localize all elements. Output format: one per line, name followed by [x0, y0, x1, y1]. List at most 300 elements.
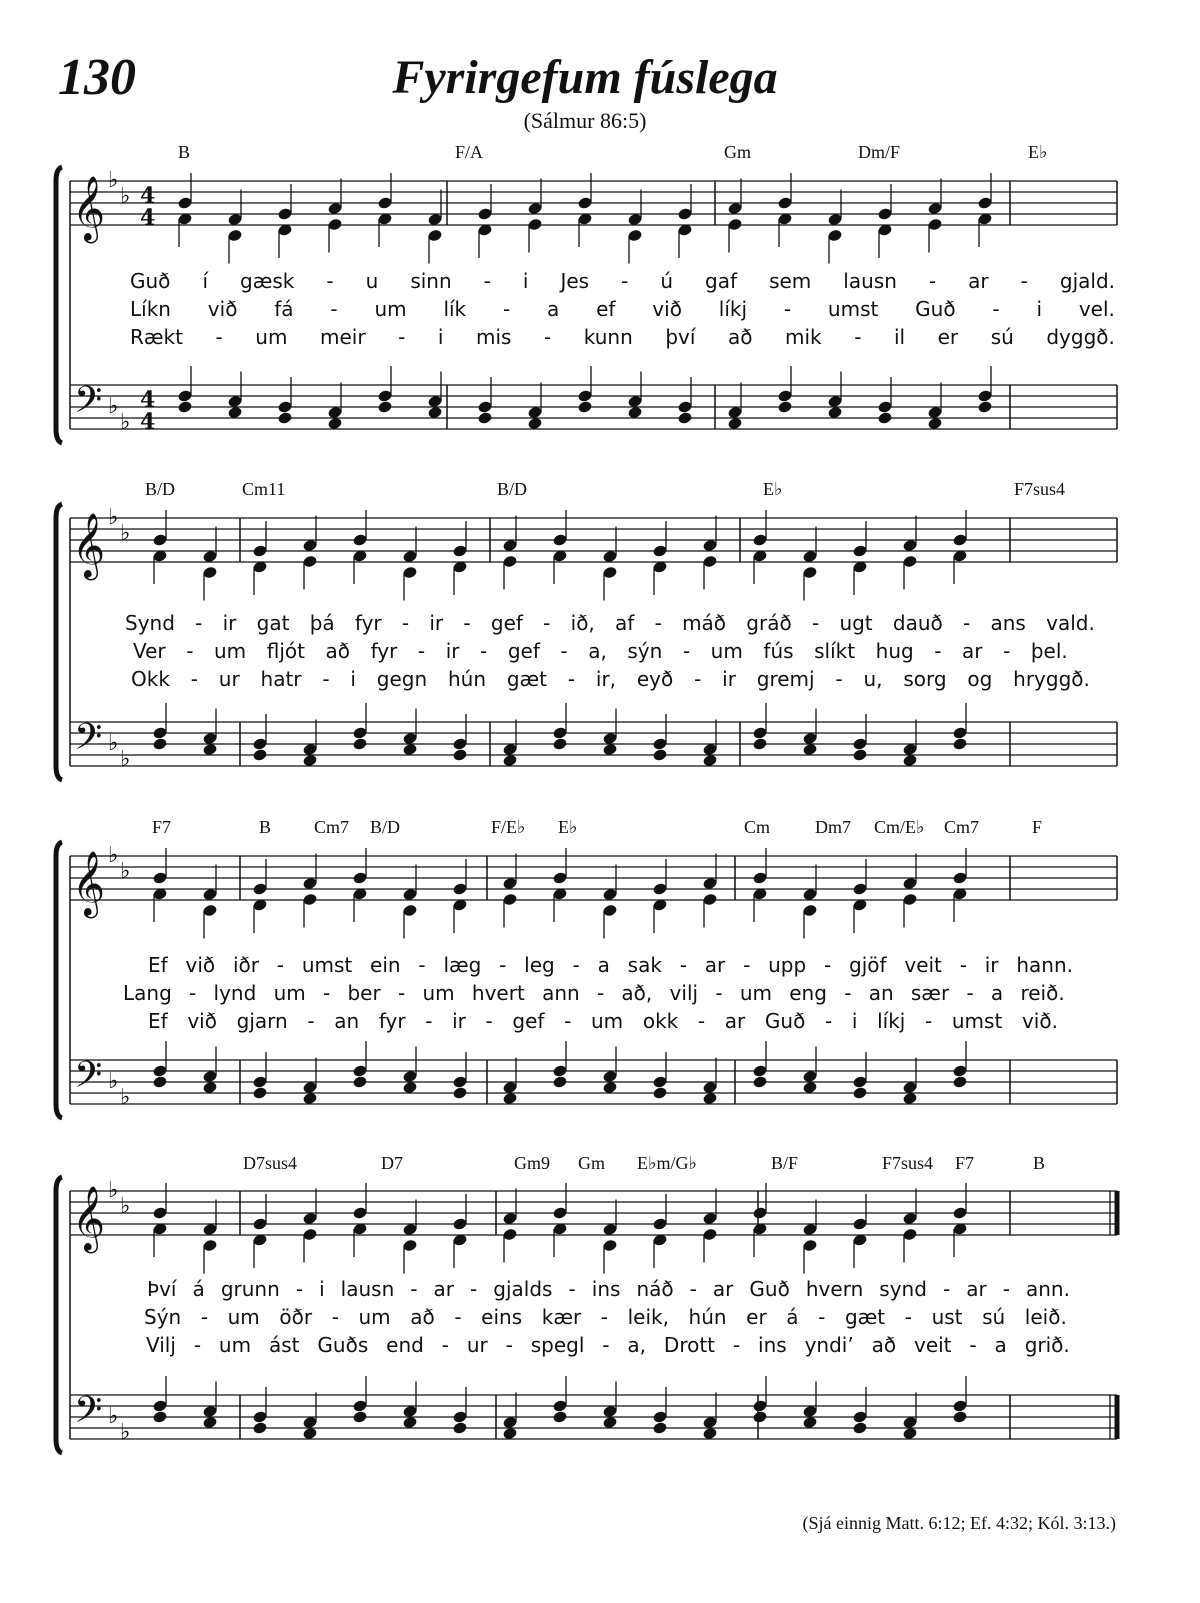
lyric-syllable: -: [600, 1305, 608, 1329]
lyric-syllable: slíkt: [814, 639, 856, 663]
lyric-syllable: að: [325, 639, 351, 663]
system-bracket: [56, 167, 62, 443]
bass-note-head: [552, 737, 568, 751]
lyric-syllable: u: [365, 269, 379, 293]
lyric-syllable: ins: [591, 1277, 621, 1301]
lyric-syllable: -: [689, 1277, 697, 1301]
chord-symbol: F/A: [455, 142, 484, 162]
lyric-syllable: -: [963, 611, 971, 635]
bass-note-head: [702, 1092, 718, 1106]
lyric-syllable: yndi’: [804, 1333, 854, 1357]
chord-symbol: Gm9: [514, 1153, 550, 1173]
bass-note-head: [502, 1092, 518, 1106]
lyric-syllable: um: [255, 325, 288, 349]
lyric-syllable: -: [499, 953, 507, 977]
lyric-syllable: gaf: [705, 269, 738, 293]
lyric-syllable: um: [710, 639, 743, 663]
lyric-syllable: -: [969, 1333, 977, 1357]
lyric-syllable: -: [811, 611, 820, 635]
bass-note-head: [227, 406, 243, 420]
lyric-syllable: -: [928, 269, 937, 293]
lyric-syllable: um: [227, 1305, 260, 1329]
flat-icon: ♭: [108, 731, 119, 756]
bass-note-head: [202, 743, 218, 757]
lyric-syllable: -: [602, 1333, 610, 1357]
bass-note-head: [952, 1075, 968, 1089]
hymn-subtitle: (Sálmur 86:5): [523, 108, 647, 133]
lyric-syllable: -: [560, 639, 568, 663]
lyric-syllable: -: [854, 325, 862, 349]
lyric-syllable: ann.: [1025, 1277, 1070, 1301]
bass-note-head: [452, 1421, 468, 1435]
flat-icon: ♭: [108, 394, 119, 419]
lyric-syllable: -: [732, 1333, 741, 1357]
bass-note-head: [377, 400, 393, 414]
lyric-syllable: um: [422, 981, 455, 1005]
lyric-syllable: -: [959, 953, 967, 977]
lyric-syllable: -: [186, 639, 194, 663]
time-signature: 4: [140, 205, 156, 231]
lyric-syllable: ein: [370, 953, 401, 977]
bass-note-head: [952, 737, 968, 751]
lyric-syllable: ir: [722, 667, 736, 691]
lyric-syllable: á: [192, 1277, 205, 1301]
lyric-syllable: i: [851, 1009, 858, 1033]
flat-icon: ♭: [120, 184, 131, 209]
lyric-syllable: veit: [904, 953, 942, 977]
chord-symbol: B: [178, 142, 191, 162]
flat-icon: ♭: [120, 1085, 131, 1110]
lyric-syllable: fús: [763, 639, 794, 663]
bass-note-head: [952, 1410, 968, 1424]
scripture-reference: (Sjá einnig Matt. 6:12; Ef. 4:32; Kól. 3:13.): [802, 1513, 1116, 1533]
lyric-syllable: sýn: [627, 639, 663, 663]
lyric-syllable: i: [1036, 297, 1043, 321]
lyric-syllable: -: [654, 611, 662, 635]
lyric-syllable: ugt: [839, 611, 873, 635]
bass-note-head: [152, 1075, 168, 1089]
flat-icon: ♭: [108, 1404, 119, 1429]
lyric-syllable: ú: [660, 269, 674, 293]
lyric-syllable: ins: [758, 1333, 787, 1357]
time-signature: 4: [140, 409, 156, 435]
lyric-syllable: þá: [309, 611, 335, 635]
lyric-syllable: sorg: [903, 667, 947, 691]
lyric-syllable: a,: [627, 1333, 647, 1357]
lyric-syllable: sær: [910, 981, 950, 1005]
lyric-syllable: líkj: [877, 1009, 906, 1033]
lyric-syllable: leið.: [1024, 1305, 1067, 1329]
lyric-syllable: vald.: [1046, 611, 1095, 635]
lyric-syllable: leik,: [627, 1305, 669, 1329]
lyric-syllable: ur: [218, 667, 240, 691]
lyric-syllable: að: [871, 1333, 897, 1357]
bass-note-head: [827, 406, 843, 420]
chord-symbol: F/E♭: [491, 817, 526, 837]
lyric-syllable: -: [824, 1009, 833, 1033]
lyric-syllable: ar: [966, 1277, 987, 1301]
lyric-syllable: við.: [1021, 1009, 1058, 1033]
lyric-syllable: -: [743, 953, 751, 977]
bass-note-head: [852, 1421, 868, 1435]
bass-note-head: [752, 1075, 768, 1089]
lyric-syllable: líkj: [718, 297, 748, 321]
bass-note-head: [552, 1075, 568, 1089]
lyric-syllable: -: [331, 1305, 339, 1329]
lyric-syllable: -: [330, 297, 338, 321]
lyric-syllable: hryggð.: [1013, 667, 1090, 691]
lyric-syllable: um: [218, 1333, 252, 1357]
lyric-syllable: -: [441, 1333, 449, 1357]
bass-note-head: [302, 1427, 318, 1441]
system-bracket: [56, 504, 62, 780]
lyric-syllable: hann.: [1016, 953, 1073, 977]
lyric-syllable: a,: [588, 639, 607, 663]
lyric-syllable: ar: [724, 1009, 746, 1033]
lyric-syllable: ar: [712, 1277, 734, 1301]
lyric-syllable: sem: [769, 269, 812, 293]
bass-note-head: [752, 1410, 768, 1424]
lyric-syllable: spegl: [530, 1333, 585, 1357]
bass-note-head: [152, 1410, 168, 1424]
bass-note-head: [652, 748, 668, 762]
lyric-syllable: Lang: [123, 981, 172, 1005]
bass-note-head: [677, 411, 693, 425]
bass-note-head: [877, 411, 893, 425]
chord-symbol: F7: [152, 817, 172, 837]
lyric-syllable: il: [893, 325, 906, 349]
lyric-syllable: gráð: [746, 611, 792, 635]
lyric-syllable: gat: [256, 611, 290, 635]
bass-note-head: [802, 1081, 818, 1095]
lyric-syllable: við: [207, 297, 238, 321]
bass-note-head: [502, 754, 518, 768]
lyric-syllable: öðr: [279, 1305, 313, 1329]
chord-symbol: B/D: [497, 479, 528, 499]
lyric-syllable: að: [727, 325, 753, 349]
lyric-syllable: Guðs: [317, 1333, 369, 1357]
lyric-syllable: end: [386, 1333, 424, 1357]
lyric-syllable: sú: [982, 1305, 1006, 1329]
flat-icon: ♭: [120, 1420, 131, 1445]
lyric-syllable: læg: [443, 953, 482, 977]
lyric-syllable: -: [470, 1277, 478, 1301]
chord-symbol: E♭: [763, 479, 783, 499]
lyric-syllable: sinn: [410, 269, 452, 293]
lyric-syllable: -: [835, 667, 843, 691]
lyric-syllable: sú: [990, 325, 1014, 349]
lyric-syllable: -: [543, 611, 551, 635]
flat-icon: ♭: [120, 747, 131, 772]
lyric-syllable: ir,: [595, 667, 617, 691]
lyric-syllable: u,: [863, 667, 883, 691]
lyric-syllable: Guð: [749, 1277, 790, 1301]
hymn-title: Fyrirgefum fúslega: [392, 51, 778, 104]
lyric-syllable: Guð: [130, 269, 171, 293]
lyric-syllable: fyr: [354, 611, 382, 635]
system-bracket: [56, 1177, 62, 1453]
chord-symbol: Cm/E♭: [874, 817, 925, 837]
lyric-syllable: -: [818, 1305, 826, 1329]
lyric-syllable: við: [652, 297, 682, 321]
lyric-syllable: eins: [481, 1305, 523, 1329]
lyric-syllable: ar: [704, 953, 726, 977]
lyric-syllable: ar: [962, 639, 983, 663]
chord-symbol: Gm: [724, 142, 751, 162]
flat-icon: ♭: [120, 859, 131, 884]
lyric-syllable: ást: [268, 1333, 300, 1357]
bass-note-head: [352, 1410, 368, 1424]
lyric-syllable: gjöf: [849, 953, 887, 977]
chord-symbol: F: [1032, 817, 1043, 837]
treble-clef-icon: 𝄞: [72, 176, 106, 241]
lyric-syllable: vilj: [669, 981, 699, 1005]
bass-note-head: [152, 737, 168, 751]
bass-note-head: [402, 743, 418, 757]
lyric-syllable: ar: [433, 1277, 455, 1301]
lyric-syllable: -: [925, 1009, 933, 1033]
lyric-syllable: náð: [636, 1277, 674, 1301]
chord-symbol: Cm11: [242, 479, 286, 499]
lyric-syllable: að,: [621, 981, 653, 1005]
lyric-syllable: um: [591, 1009, 624, 1033]
lyric-syllable: umst: [827, 297, 879, 321]
bass-note-head: [602, 743, 618, 757]
lyric-syllable: -: [682, 639, 691, 663]
lyric-syllable: -: [934, 639, 942, 663]
lyric-syllable: Drott: [663, 1333, 716, 1357]
lyric-syllable: -: [505, 1333, 513, 1357]
lyric-syllable: iðr: [232, 953, 259, 977]
lyric-syllable: gef: [490, 611, 523, 635]
lyric-syllable: Guð: [764, 1009, 806, 1033]
bass-note-head: [577, 400, 593, 414]
lyric-syllable: -: [1002, 1277, 1010, 1301]
flat-icon: ♭: [108, 168, 119, 193]
lyric-syllable: eng: [789, 981, 827, 1005]
lyric-syllable: grið.: [1024, 1333, 1070, 1357]
lyric-syllable: kær: [541, 1305, 582, 1329]
bass-note-head: [852, 1086, 868, 1100]
lyric-syllable: -: [418, 953, 426, 977]
bass-note-head: [977, 400, 993, 414]
flat-icon: ♭: [108, 505, 119, 530]
lyric-syllable: ust: [931, 1305, 963, 1329]
lyric-syllable: -: [564, 1009, 572, 1033]
lyric-syllable: -: [823, 953, 832, 977]
bass-note-head: [402, 1416, 418, 1430]
bass-note-head: [177, 400, 193, 414]
lyric-syllable: gæt: [844, 1305, 886, 1329]
time-signature: 4: [140, 183, 156, 209]
lyric-syllable: dyggð.: [1046, 325, 1115, 349]
lyric-syllable: -: [1003, 639, 1011, 663]
lyric-syllable: reið.: [1020, 981, 1065, 1005]
lyric-syllable: -: [992, 297, 1000, 321]
lyric-syllable: i: [319, 1277, 325, 1301]
lyric-syllable: -: [326, 269, 334, 293]
lyric-syllable: gjarn: [236, 1009, 288, 1033]
lyric-syllable: -: [190, 667, 198, 691]
lyric-syllable: gef: [507, 639, 540, 663]
lyric-syllable: um: [273, 981, 306, 1005]
lyric-syllable: í: [202, 269, 208, 293]
bass-note-head: [452, 1086, 468, 1100]
chord-symbol: E♭: [558, 817, 578, 837]
lyric-syllable: því: [665, 325, 696, 349]
bass-note-head: [427, 406, 443, 420]
lyric-syllable: ann: [542, 981, 580, 1005]
chord-symbol: D7: [381, 1153, 403, 1173]
lyric-syllable: ir: [222, 611, 237, 635]
lyric-syllable: -: [966, 981, 974, 1005]
bass-note-head: [452, 748, 468, 762]
lyric-syllable: lynd: [213, 981, 257, 1005]
bass-note-head: [352, 1075, 368, 1089]
lyric-syllable: an: [868, 981, 894, 1005]
lyric-syllable: -: [697, 1009, 706, 1033]
lyric-syllable: -: [596, 981, 605, 1005]
lyric-syllable: er: [746, 1305, 767, 1329]
treble-clef-icon: 𝄞: [72, 1186, 106, 1251]
bass-note-head: [902, 1092, 918, 1106]
lyric-syllable: -: [483, 269, 491, 293]
lyric-syllable: ef: [596, 297, 616, 321]
lyric-syllable: umst: [301, 953, 353, 977]
lyric-syllable: -: [572, 953, 580, 977]
lyric-syllable: -: [397, 981, 406, 1005]
lyric-syllable: um: [374, 297, 407, 321]
lyric-syllable: fljót: [266, 639, 305, 663]
chord-symbol: B/D: [145, 479, 176, 499]
lyric-syllable: veit: [913, 1333, 952, 1357]
lyric-syllable: Ef: [148, 1009, 168, 1033]
lyric-syllable: ið,: [570, 611, 595, 635]
bass-clef-icon: 𝄢: [74, 1389, 103, 1440]
lyric-syllable: Líkn: [130, 297, 171, 321]
chord-symbol: B: [1033, 1153, 1046, 1173]
lyric-syllable: sak: [627, 953, 662, 977]
lyric-syllable: lausn: [340, 1277, 395, 1301]
bass-note-head: [327, 417, 343, 431]
lyric-syllable: hún: [688, 1305, 727, 1329]
lyric-syllable: -: [694, 667, 702, 691]
lyric-syllable: -: [410, 1277, 418, 1301]
lyric-syllable: -: [942, 1277, 951, 1301]
lyric-syllable: -: [568, 1277, 576, 1301]
bass-clef-icon: 𝄢: [74, 379, 103, 430]
bass-note-head: [202, 1081, 218, 1095]
lyric-syllable: ans: [990, 611, 1026, 635]
hymn-number: 130: [58, 49, 136, 106]
lyric-syllable: hatr: [260, 667, 302, 691]
treble-clef-icon: 𝄞: [72, 513, 106, 578]
lyric-syllable: gef: [512, 1009, 545, 1033]
lyric-syllable: -: [783, 297, 792, 321]
bass-note-head: [502, 1427, 518, 1441]
lyric-syllable: -: [904, 1305, 912, 1329]
lyric-syllable: -: [215, 325, 223, 349]
lyric-syllable: -: [307, 1009, 315, 1033]
lyric-syllable: lík: [443, 297, 467, 321]
lyric-syllable: -: [1020, 269, 1028, 293]
bass-note-head: [702, 1427, 718, 1441]
lyric-syllable: gjald.: [1059, 269, 1115, 293]
bass-note-head: [477, 411, 493, 425]
lyric-syllable: við: [185, 953, 216, 977]
lyric-syllable: gæt: [506, 667, 548, 691]
lyric-syllable: Jes: [560, 269, 590, 293]
lyric-syllable: af: [615, 611, 635, 635]
lyric-syllable: Vilj: [146, 1333, 176, 1357]
chord-symbol: Gm: [578, 1153, 605, 1173]
lyric-syllable: Ver: [133, 639, 166, 663]
lyric-syllable: um: [358, 1305, 391, 1329]
bass-note-head: [702, 754, 718, 768]
lyric-syllable: synd: [879, 1277, 927, 1301]
lyric-syllable: fyr: [378, 1009, 406, 1033]
lyric-syllable: a: [990, 981, 1004, 1005]
chord-symbol: F7sus4: [1014, 479, 1066, 499]
lyric-syllable: -: [195, 611, 203, 635]
chord-symbol: E♭: [1028, 142, 1048, 162]
bass-note-head: [802, 1416, 818, 1430]
bass-note-head: [652, 1086, 668, 1100]
bass-clef-icon: 𝄢: [74, 716, 103, 767]
lyric-syllable: -: [715, 981, 723, 1005]
lyric-syllable: -: [417, 639, 426, 663]
lyric-syllable: að: [410, 1305, 435, 1329]
lyric-syllable: -: [454, 1305, 462, 1329]
bass-note-head: [902, 754, 918, 768]
lyric-syllable: ir: [445, 639, 460, 663]
lyric-syllable: -: [621, 269, 629, 293]
flat-icon: ♭: [120, 410, 131, 435]
chord-symbol: B/D: [370, 817, 401, 837]
lyric-syllable: ir: [984, 953, 999, 977]
flat-icon: ♭: [108, 843, 119, 868]
lyric-syllable: þel.: [1030, 639, 1068, 663]
lyric-syllable: á: [786, 1305, 799, 1329]
lyric-syllable: gæsk: [240, 269, 295, 293]
chord-symbol: Dm/F: [858, 142, 901, 162]
time-signature: 4: [140, 387, 156, 413]
lyric-syllable: ir: [429, 611, 444, 635]
lyric-syllable: fá: [274, 297, 294, 321]
lyric-syllable: gremj: [756, 667, 815, 691]
treble-clef-icon: 𝄞: [72, 851, 106, 916]
bass-note-head: [202, 1416, 218, 1430]
chord-symbol: E♭m/G♭: [637, 1153, 697, 1173]
lyric-syllable: -: [295, 1277, 304, 1301]
bass-note-head: [277, 411, 293, 425]
lyric-syllable: -: [679, 953, 687, 977]
bass-note-head: [252, 1421, 268, 1435]
lyric-syllable: -: [502, 297, 511, 321]
lyric-syllable: við: [187, 1009, 217, 1033]
lyric-syllable: -: [401, 611, 410, 635]
bass-note-head: [852, 748, 868, 762]
lyric-syllable: okk: [642, 1009, 679, 1033]
lyric-syllable: -: [480, 639, 488, 663]
lyric-syllable: Því: [147, 1277, 177, 1301]
bass-note-head: [352, 737, 368, 751]
bass-note-head: [777, 400, 793, 414]
bass-note-head: [627, 406, 643, 420]
lyric-syllable: -: [844, 981, 852, 1005]
lyric-syllable: i: [522, 269, 529, 293]
lyric-syllable: ur: [466, 1333, 488, 1357]
